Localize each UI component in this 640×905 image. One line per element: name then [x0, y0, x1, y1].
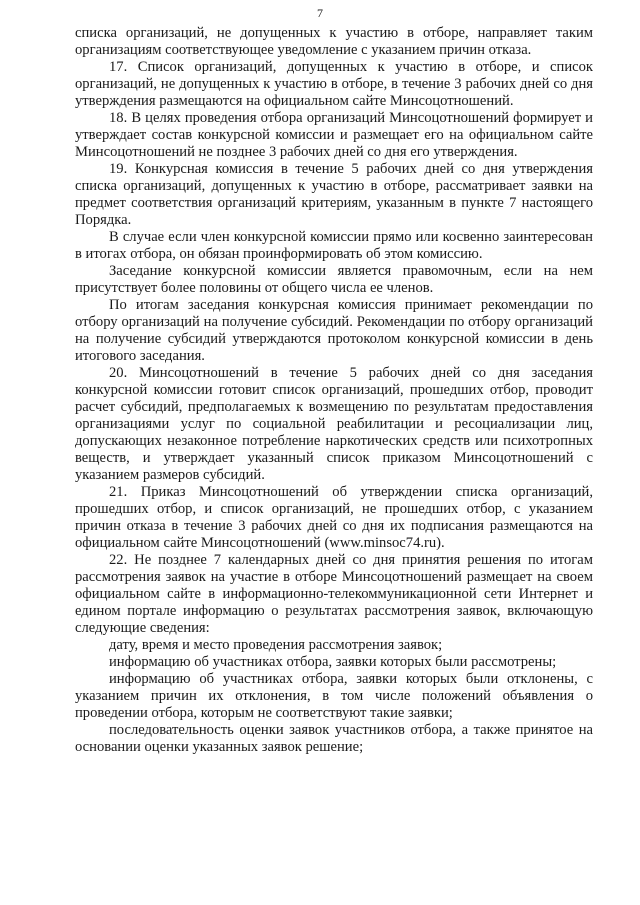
list-item-rejected-participants: информацию об участниках отбора, заявки которых были отклонены, с указанием причин их отклонения, в том числе положений объявления о проведении отбора, которым не соответствуют такие заявки;: [75, 671, 593, 721]
paragraph-recommendations: По итогам заседания конкурсная комиссия принимает рекомендации по отбору организаций на получение субсидий. Рекомендации по отбору организаций на получение субсидий утверждаются протоколом конкурсной комиссии в день итогового заседания.: [75, 297, 593, 364]
paragraph-19: 19. Конкурсная комиссия в течение 5 рабочих дней со дня утверждения списка организаций, допущенных к участию в отборе, рассматривает заявки на предмет соответствия организаций критериям, указанным в пункте 7 настоящего Порядка.: [75, 161, 593, 228]
paragraph-conflict-of-interest: В случае если член конкурсной комиссии прямо или косвенно заинтересован в итогах отбора, он обязан проинформировать об этом комиссию.: [75, 229, 593, 262]
paragraph-17: 17. Список организаций, допущенных к участию в отборе, и список организаций, не допущенных к участию в отборе, в течение 3 рабочих дней со дня утверждения размещаются на официальном сайте Минсоцотношений.: [75, 59, 593, 109]
paragraph-18: 18. В целях проведения отбора организаций Минсоцотношений формирует и утверждает состав конкурсной комиссии и размещает его на официальном сайте Минсоцотношений не позднее 3 рабочих дней со дня его утверждения.: [75, 110, 593, 160]
list-item-evaluation-sequence: последовательность оценки заявок участников отбора, а также принятое на основании оценки указанных заявок решение;: [75, 722, 593, 755]
paragraph-22: 22. Не позднее 7 календарных дней со дня принятия решения по итогам рассмотрения заявок на участие в отборе Минсоцотношений размещает на своем официальном сайте в информационно-телекоммуникационной сети Интернет и едином портале информацию о результатах рассмотрения заявок, включающую следующие сведения:: [75, 552, 593, 636]
list-item-reviewed-participants: информацию об участниках отбора, заявки которых были рассмотрены;: [109, 654, 557, 670]
paragraph-continuation: списка организаций, не допущенных к участию в отборе, направляет таким организациям соответствующее уведомление с указанием причин отказа.: [75, 25, 593, 58]
paragraph-quorum: Заседание конкурсной комиссии является правомочным, если на нем присутствует более половины от общего числа ее членов.: [75, 263, 593, 296]
paragraph-21: 21. Приказ Минсоцотношений об утверждении списка организаций, прошедших отбор, и список организаций, не прошедших отбор, с указанием причин отказа в течение 3 рабочих дней со дня их подписания размещаются на официальном сайте Минсоцотношений (www.minsoc74.ru).: [75, 484, 593, 551]
paragraph-20: 20. Минсоцотношений в течение 5 рабочих дней со дня заседания конкурсной комиссии готовит список организаций, прошедших отбор, проводит расчет субсидий, предполагаемых к возмещению по результатам предоставления организациями услуг по социальной реабилитации и ресоциализации лиц, допускающих незаконное потребление наркотических средств или психотропных веществ, и утверждает указанный список приказом Минсоцотношений с указанием размеров субсидий.: [75, 365, 593, 483]
list-item-date-time-place: дату, время и место проведения рассмотрения заявок;: [109, 637, 443, 653]
document-body: [75, 25, 593, 756]
page-number: 7: [317, 6, 323, 20]
